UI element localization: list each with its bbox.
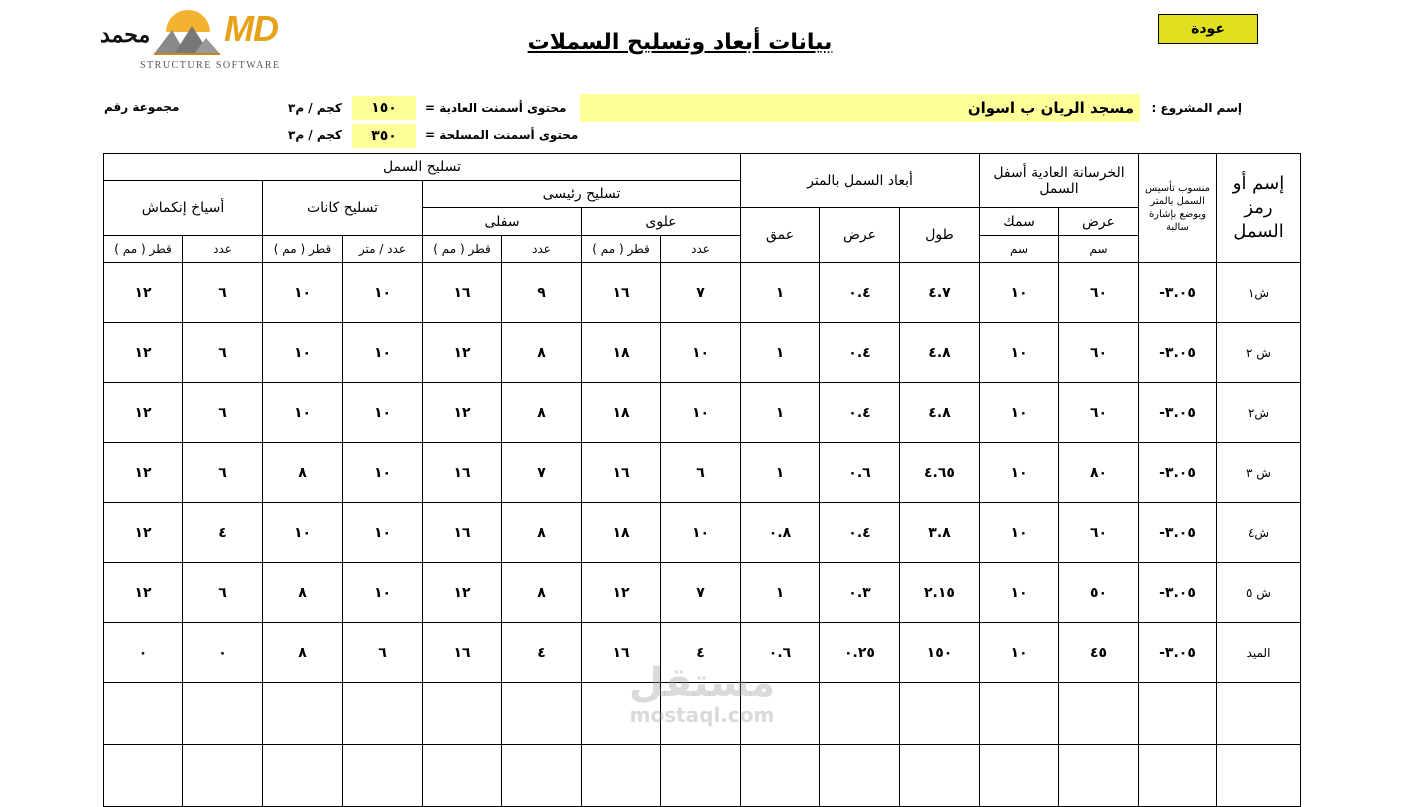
stirrup-count-cell[interactable]: ١٠ xyxy=(343,503,423,563)
bottom-count-cell[interactable]: ٧ xyxy=(502,443,582,503)
top-dia-cell[interactable]: ١٨ xyxy=(582,323,661,383)
page-title: بيانات أبعاد وتسليح السملات xyxy=(527,30,833,55)
level-cell[interactable]: -٣.٠٥ xyxy=(1139,623,1217,683)
plain-cement-field[interactable]: ١٥٠ xyxy=(352,96,416,120)
bottom-count-cell[interactable]: ٨ xyxy=(502,563,582,623)
footing-name-cell[interactable] xyxy=(1217,745,1301,807)
header-pc-thickness-unit: سم xyxy=(980,236,1059,263)
stirrup-dia-cell[interactable]: ١٠ xyxy=(263,383,343,443)
stirrup-dia-cell[interactable] xyxy=(263,745,343,807)
stirrup-count-cell[interactable]: ١٠ xyxy=(343,563,423,623)
bottom-dia-cell[interactable]: ١٦ xyxy=(423,623,502,683)
pc-thickness-cell[interactable]: ١٠ xyxy=(980,563,1059,623)
bottom-dia-cell[interactable]: ١٦ xyxy=(423,503,502,563)
top-dia-cell[interactable]: ١٦ xyxy=(582,623,661,683)
footing-name-cell[interactable]: ش٤ xyxy=(1217,503,1301,563)
header-shrink-dia: قطر ( مم ) xyxy=(104,236,183,263)
table-row xyxy=(104,503,1301,563)
company-logo xyxy=(100,8,310,74)
stirrup-count-cell[interactable] xyxy=(343,745,423,807)
top-dia-cell[interactable]: ١٢ xyxy=(582,563,661,623)
top-dia-cell[interactable] xyxy=(582,683,661,745)
header-pc-width: عرض xyxy=(1059,208,1139,236)
width-cell[interactable]: ٠.٣ xyxy=(820,563,900,623)
length-cell[interactable]: ٢.١٥ xyxy=(900,563,980,623)
footing-name-cell[interactable]: الميد xyxy=(1217,623,1301,683)
level-cell[interactable]: -٣.٠٥ xyxy=(1139,563,1217,623)
width-cell[interactable]: ٠.٤ xyxy=(820,323,900,383)
shrink-dia-cell[interactable]: ١٢ xyxy=(104,383,183,443)
pc-width-cell[interactable]: ٦٠ xyxy=(1059,263,1139,323)
project-name-field[interactable]: مسجد الريان ب اسوان xyxy=(580,94,1140,122)
length-cell[interactable]: ٤.٦٥ xyxy=(900,443,980,503)
depth-cell[interactable]: ١ xyxy=(741,563,820,623)
pc-thickness-cell[interactable]: ١٠ xyxy=(980,323,1059,383)
stirrup-dia-cell[interactable]: ١٠ xyxy=(263,503,343,563)
width-cell[interactable] xyxy=(820,745,900,807)
header-stirrup-count: عدد / متر xyxy=(343,236,423,263)
header-reinforcement: تسليح السمل xyxy=(104,154,741,181)
depth-cell[interactable]: ٠.٦ xyxy=(741,623,820,683)
pc-width-cell[interactable]: ٤٥ xyxy=(1059,623,1139,683)
table-row xyxy=(104,443,1301,503)
shrink-count-cell[interactable]: ٤ xyxy=(183,503,263,563)
width-cell[interactable]: ٠.٤ xyxy=(820,383,900,443)
bottom-dia-cell[interactable] xyxy=(423,683,502,745)
stirrup-dia-cell[interactable]: ١٠ xyxy=(263,263,343,323)
header-shrink-count: عدد xyxy=(183,236,263,263)
header-main-reinforcement: تسليح رئيسى xyxy=(423,181,741,208)
level-cell[interactable]: -٣.٠٥ xyxy=(1139,443,1217,503)
table-row xyxy=(104,683,1301,745)
mountain-sun-logo-icon xyxy=(146,8,226,58)
stirrup-count-cell[interactable]: ٦ xyxy=(343,623,423,683)
stirrup-count-cell[interactable] xyxy=(343,683,423,745)
shrink-count-cell[interactable]: ٦ xyxy=(183,563,263,623)
shrink-count-cell[interactable]: ٦ xyxy=(183,383,263,443)
top-count-cell[interactable]: ٤ xyxy=(661,623,741,683)
watermark-latin: mostaql.com xyxy=(629,703,775,727)
top-count-cell[interactable] xyxy=(661,683,741,745)
bottom-count-cell[interactable]: ٨ xyxy=(502,383,582,443)
rc-cement-label: محتوى أسمنت المسلحة = xyxy=(425,128,579,142)
length-cell[interactable]: ٤.٧ xyxy=(900,263,980,323)
header-stirrup-dia: قطر ( مم ) xyxy=(263,236,343,263)
level-cell[interactable] xyxy=(1139,745,1217,807)
header-pc-thickness: سمك xyxy=(980,208,1059,236)
bottom-dia-cell[interactable]: ١٢ xyxy=(423,563,502,623)
shrink-dia-cell[interactable]: ١٢ xyxy=(104,263,183,323)
bottom-dia-cell[interactable]: ١٦ xyxy=(423,443,502,503)
stirrup-count-cell[interactable]: ١٠ xyxy=(343,443,423,503)
header-width: عرض xyxy=(820,208,900,263)
top-count-cell[interactable]: ١٠ xyxy=(661,383,741,443)
top-dia-cell[interactable]: ١٦ xyxy=(582,443,661,503)
top-count-cell[interactable]: ١٠ xyxy=(661,503,741,563)
top-count-cell[interactable]: ٧ xyxy=(661,563,741,623)
rc-cement-field[interactable]: ٣٥٠ xyxy=(352,124,416,148)
header-bottom-dia: قطر ( مم ) xyxy=(423,236,502,263)
bottom-count-cell[interactable] xyxy=(502,683,582,745)
depth-cell[interactable] xyxy=(741,745,820,807)
header-footing-name: إسم أو رمز السمل xyxy=(1217,154,1301,263)
back-button[interactable]: عودة xyxy=(1158,14,1258,44)
header-stirrups: تسليح كانات xyxy=(263,181,423,236)
level-cell[interactable]: -٣.٠٥ xyxy=(1139,263,1217,323)
pc-width-cell[interactable] xyxy=(1059,745,1139,807)
table-row xyxy=(104,323,1301,383)
stirrup-dia-cell[interactable] xyxy=(263,683,343,745)
width-cell[interactable]: ٠.٤ xyxy=(820,263,900,323)
stirrup-count-cell[interactable]: ١٠ xyxy=(343,323,423,383)
length-cell[interactable]: ٤.٨ xyxy=(900,323,980,383)
depth-cell[interactable]: ١ xyxy=(741,383,820,443)
length-cell[interactable]: ١٥٠ xyxy=(900,623,980,683)
top-dia-cell[interactable]: ١٦ xyxy=(582,263,661,323)
bottom-count-cell[interactable]: ٤ xyxy=(502,623,582,683)
bottom-count-cell[interactable]: ٨ xyxy=(502,503,582,563)
shrink-dia-cell[interactable] xyxy=(104,745,183,807)
table-row xyxy=(104,563,1301,623)
shrink-count-cell[interactable] xyxy=(183,683,263,745)
shrink-dia-cell[interactable]: ١٢ xyxy=(104,503,183,563)
pc-width-cell[interactable]: ٦٠ xyxy=(1059,383,1139,443)
pc-thickness-cell[interactable] xyxy=(980,745,1059,807)
footings-table xyxy=(103,153,1301,807)
pc-width-cell[interactable]: ٨٠ xyxy=(1059,443,1139,503)
top-count-cell[interactable] xyxy=(661,745,741,807)
header-plain-concrete: الخرسانة العادية أسفل السمل xyxy=(980,154,1139,208)
logo-subtitle: STRUCTURE SOFTWARE xyxy=(140,60,281,71)
pc-thickness-cell[interactable]: ١٠ xyxy=(980,503,1059,563)
pc-thickness-cell[interactable] xyxy=(980,683,1059,745)
pc-thickness-cell[interactable]: ١٠ xyxy=(980,263,1059,323)
stirrup-dia-cell[interactable]: ١٠ xyxy=(263,323,343,383)
footing-name-cell[interactable]: ش ٥ xyxy=(1217,563,1301,623)
pc-thickness-cell[interactable]: ١٠ xyxy=(980,623,1059,683)
width-cell[interactable]: ٠.٢٥ xyxy=(820,623,900,683)
stirrup-dia-cell[interactable]: ٨ xyxy=(263,563,343,623)
group-number-label: مجموعة رقم xyxy=(104,100,180,114)
shrink-count-cell[interactable]: ٦ xyxy=(183,323,263,383)
top-count-cell[interactable]: ٧ xyxy=(661,263,741,323)
width-cell[interactable] xyxy=(820,683,900,745)
header-top: علوى xyxy=(582,208,741,236)
bottom-dia-cell[interactable]: ١٢ xyxy=(423,383,502,443)
rc-cement-unit: كجم / م٣ xyxy=(288,128,342,142)
width-cell[interactable]: ٠.٦ xyxy=(820,443,900,503)
depth-cell[interactable] xyxy=(741,683,820,745)
depth-cell[interactable]: ١ xyxy=(741,443,820,503)
footing-name-cell[interactable]: ش ٣ xyxy=(1217,443,1301,503)
table-row xyxy=(104,383,1301,443)
footing-name-cell[interactable]: ش٢ xyxy=(1217,383,1301,443)
header-shrinkage-bars: أسياخ إنكماش xyxy=(104,181,263,236)
footing-name-cell[interactable]: ش ٢ xyxy=(1217,323,1301,383)
header-depth: عمق xyxy=(741,208,820,263)
length-cell[interactable] xyxy=(900,745,980,807)
bottom-dia-cell[interactable]: ١٢ xyxy=(423,323,502,383)
header-level: منسوب تأسيس السمل بالمتر ويوضع بإشارة سالبة xyxy=(1139,154,1217,263)
table-row xyxy=(104,263,1301,323)
level-cell[interactable] xyxy=(1139,683,1217,745)
header-bottom-count: عدد xyxy=(502,236,582,263)
depth-cell[interactable]: ٠.٨ xyxy=(741,503,820,563)
header-length: طول xyxy=(900,208,980,263)
footing-name-cell[interactable] xyxy=(1217,683,1301,745)
stirrup-count-cell[interactable]: ١٠ xyxy=(343,263,423,323)
shrink-dia-cell[interactable]: ١٢ xyxy=(104,443,183,503)
stirrup-dia-cell[interactable]: ٨ xyxy=(263,443,343,503)
pc-width-cell[interactable]: ٦٠ xyxy=(1059,323,1139,383)
shrink-dia-cell[interactable]: ١٢ xyxy=(104,323,183,383)
project-name-label: إسم المشروع : xyxy=(1151,101,1242,115)
pc-thickness-cell[interactable]: ١٠ xyxy=(980,443,1059,503)
watermark-arabic: مستقل xyxy=(628,660,776,706)
bottom-dia-cell[interactable]: ١٦ xyxy=(423,263,502,323)
level-cell[interactable]: -٣.٠٥ xyxy=(1139,323,1217,383)
depth-cell[interactable]: ١ xyxy=(741,263,820,323)
logo-calligraphy: محمد xyxy=(100,22,151,48)
footing-name-cell[interactable]: ش١ xyxy=(1217,263,1301,323)
header-bottom: سفلى xyxy=(423,208,582,236)
top-count-cell[interactable]: ١٠ xyxy=(661,323,741,383)
bottom-count-cell[interactable]: ٨ xyxy=(502,323,582,383)
stirrup-dia-cell[interactable]: ٨ xyxy=(263,623,343,683)
bottom-count-cell[interactable]: ٩ xyxy=(502,263,582,323)
top-count-cell[interactable]: ٦ xyxy=(661,443,741,503)
bottom-count-cell[interactable] xyxy=(502,745,582,807)
shrink-dia-cell[interactable] xyxy=(104,683,183,745)
bottom-dia-cell[interactable] xyxy=(423,745,502,807)
length-cell[interactable]: ٤.٨ xyxy=(900,383,980,443)
top-dia-cell[interactable]: ١٨ xyxy=(582,383,661,443)
pc-width-cell[interactable] xyxy=(1059,683,1139,745)
pc-width-cell[interactable]: ٦٠ xyxy=(1059,503,1139,563)
top-dia-cell[interactable] xyxy=(582,745,661,807)
shrink-dia-cell[interactable]: ١٢ xyxy=(104,563,183,623)
width-cell[interactable]: ٠.٤ xyxy=(820,503,900,563)
stirrup-count-cell[interactable]: ١٠ xyxy=(343,383,423,443)
pc-width-cell[interactable]: ٥٠ xyxy=(1059,563,1139,623)
shrink-count-cell[interactable]: ٦ xyxy=(183,263,263,323)
depth-cell[interactable]: ١ xyxy=(741,323,820,383)
header-pc-width-unit: سم xyxy=(1059,236,1139,263)
header-top-dia: قطر ( مم ) xyxy=(582,236,661,263)
length-cell[interactable]: ٣.٨ xyxy=(900,503,980,563)
logo-brand: MD xyxy=(224,8,278,49)
shrink-count-cell[interactable]: ٠ xyxy=(183,623,263,683)
top-dia-cell[interactable]: ١٨ xyxy=(582,503,661,563)
plain-cement-label: محتوى أسمنت العادية = xyxy=(425,101,567,115)
shrink-count-cell[interactable] xyxy=(183,745,263,807)
header-dimensions: أبعاد السمل بالمتر xyxy=(741,154,980,208)
shrink-count-cell[interactable]: ٦ xyxy=(183,443,263,503)
level-cell[interactable]: -٣.٠٥ xyxy=(1139,383,1217,443)
length-cell[interactable] xyxy=(900,683,980,745)
shrink-dia-cell[interactable]: ٠ xyxy=(104,623,183,683)
level-cell[interactable]: -٣.٠٥ xyxy=(1139,503,1217,563)
table-row xyxy=(104,623,1301,683)
plain-cement-unit: كجم / م٣ xyxy=(288,101,342,115)
table-row xyxy=(104,745,1301,807)
header-top-count: عدد xyxy=(661,236,741,263)
pc-thickness-cell[interactable]: ١٠ xyxy=(980,383,1059,443)
